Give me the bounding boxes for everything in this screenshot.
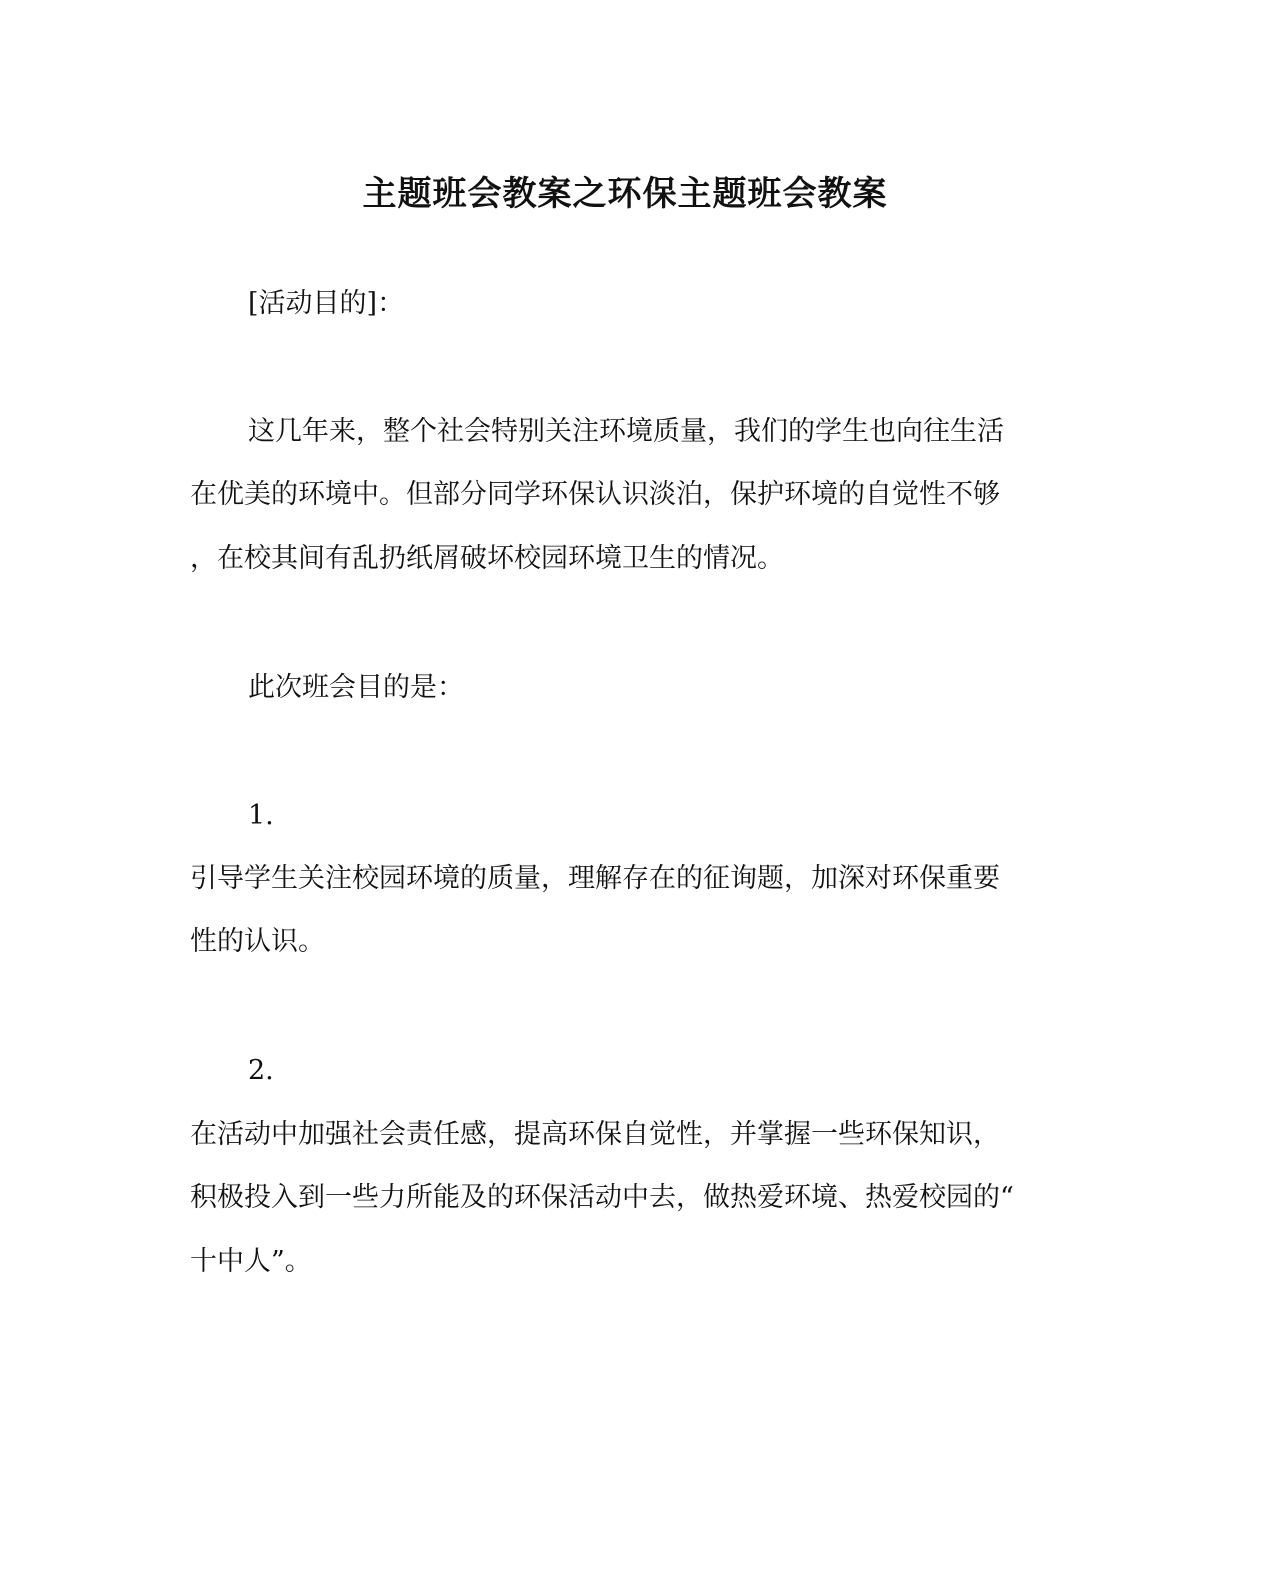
intro-line-1: 这几年来，整个社会特别关注环境质量，我们的学生也向往生活 (248, 416, 1004, 447)
list-item-2-line-3: 十中人”。 (190, 1246, 312, 1277)
goal-label: 此次班会目的是： (248, 672, 464, 703)
list-item-2-number: 2. (248, 1055, 274, 1086)
intro-line-3: ，在校其间有乱扔纸屑破坏校园环境卫生的情况。 (190, 543, 784, 574)
list-item-1-line-1: 引导学生关注校园环境的质量，理解存在的征询题，加深对环保重要 (190, 863, 1000, 894)
document-title: 主题班会教案之环保主题班会教案 (362, 174, 888, 214)
list-item-1-number: 1. (248, 800, 274, 831)
list-item-2-line-1: 在活动中加强社会责任感，提高环保自觉性，并掌握一些环保知识， (190, 1119, 1000, 1150)
section-heading-purpose: [活动目的]： (248, 288, 405, 319)
intro-line-2: 在优美的环境中。但部分同学环保认识淡泊，保护环境的自觉性不够 (190, 479, 1000, 510)
list-item-2-line-2: 积极投入到一些力所能及的环保活动中去，做热爱环境、热爱校园的“ (190, 1182, 1014, 1213)
list-item-1-line-2: 性的认识。 (190, 926, 325, 957)
